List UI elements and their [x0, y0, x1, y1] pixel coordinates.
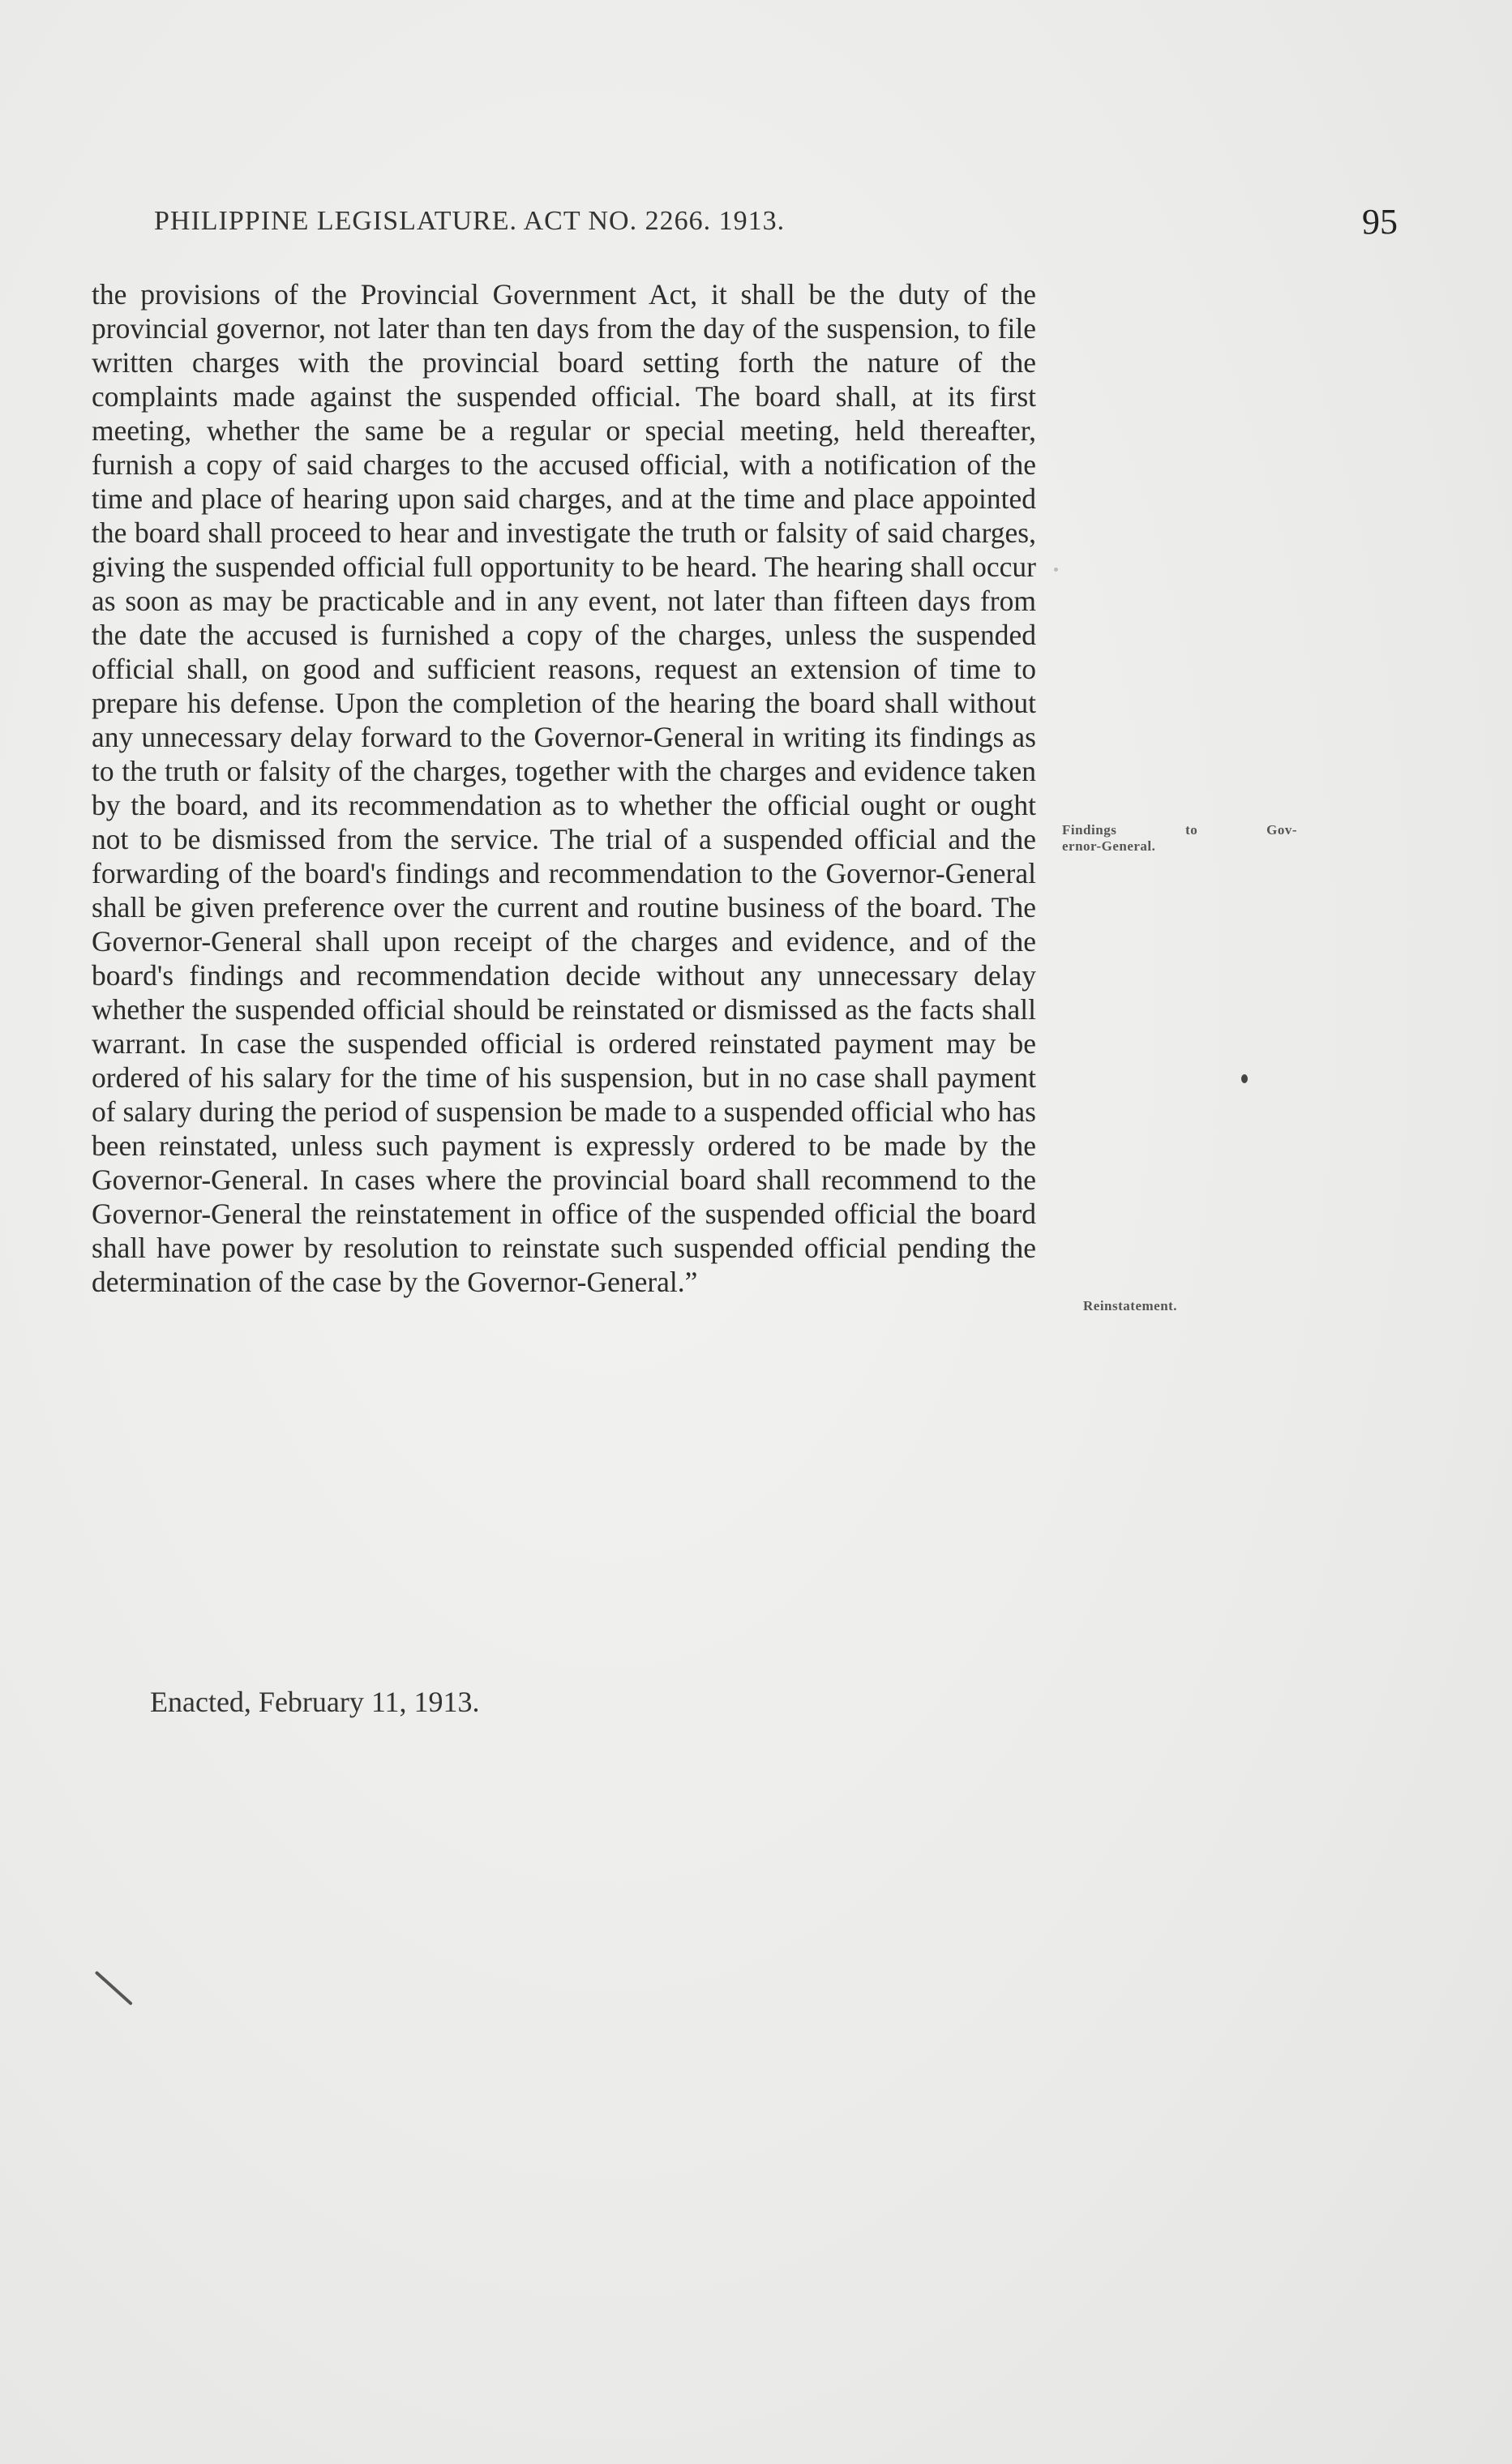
page-header	[154, 201, 1411, 250]
enacted-date: Enacted, February 11, 1913.	[150, 1686, 480, 1718]
ink-speck	[1241, 1074, 1248, 1083]
margin-note-findings	[1062, 822, 1297, 855]
running-head: PHILIPPINE LEGISLATURE. ACT NO. 2266. 1913.	[154, 206, 786, 236]
margin-note-findings-line1: Findings to Gov-	[1062, 822, 1297, 838]
body-text	[92, 277, 1036, 1299]
paper-scratch-mark	[95, 1971, 133, 2006]
ink-speck	[1054, 568, 1058, 572]
margin-note-reinstatement: Reinstatement.	[1083, 1298, 1178, 1313]
body-paragraph: the provisions of the Provincial Government Act, it shall be the duty of the provincial governor, not later than ten days from the day of the suspension, to file written charges with the provincial board setting forth the nature of the complaints made against the suspended official. The board shall, at its first meeting, whether the same be a regular or special meeting, held thereafter, furnish a copy of said charges to the accused official, with a notification of the time and place of hearing upon said charges, and at the time and place appointed the board shall proceed to hear and investigate the truth or falsity of said charges, giving the suspended official full opportunity to be heard. The hearing shall occur as soon as may be practicable and in any event, not later than fifteen days from the date the accused is furnished a copy of the charges, unless the suspended official shall, on good and sufficient reasons, request an extension of time to prepare his defense. Upon the completion of the hearing the board shall without any unnecessary delay forward to the Governor-General in writing its findings as to the truth or falsity of the charges, together with the charges and evidence taken by the board, and its recommendation as to whether the official ought or ought not to be dismissed from the service. The trial of a suspended official and the forwarding of the board's findings and recommendation to the Governor-General shall be given preference over the current and routine business of the board. The Governor-General shall upon receipt of the charges and evidence, and of the board's findings and recommendation decide without any unnecessary delay whether the suspended official should be reinstated or dismissed as the facts shall warrant. In case the suspended official is ordered reinstated payment may be ordered of his salary for the time of his suspension, but in no case shall payment of salary during the period of suspension be made to a suspended official who has been reinstated, unless such payment is expressly ordered to be made by the Governor-General. In cases where the provincial board shall recommend to the Governor-General the reinstatement in office of the suspended official the board shall have power by resolution to reinstate such suspended official pending the determination of the case by the Governor-General.”	[92, 278, 1036, 1298]
margin-note-findings-line2: ernor-General.	[1062, 838, 1156, 854]
page-number: 95	[1362, 202, 1398, 242]
